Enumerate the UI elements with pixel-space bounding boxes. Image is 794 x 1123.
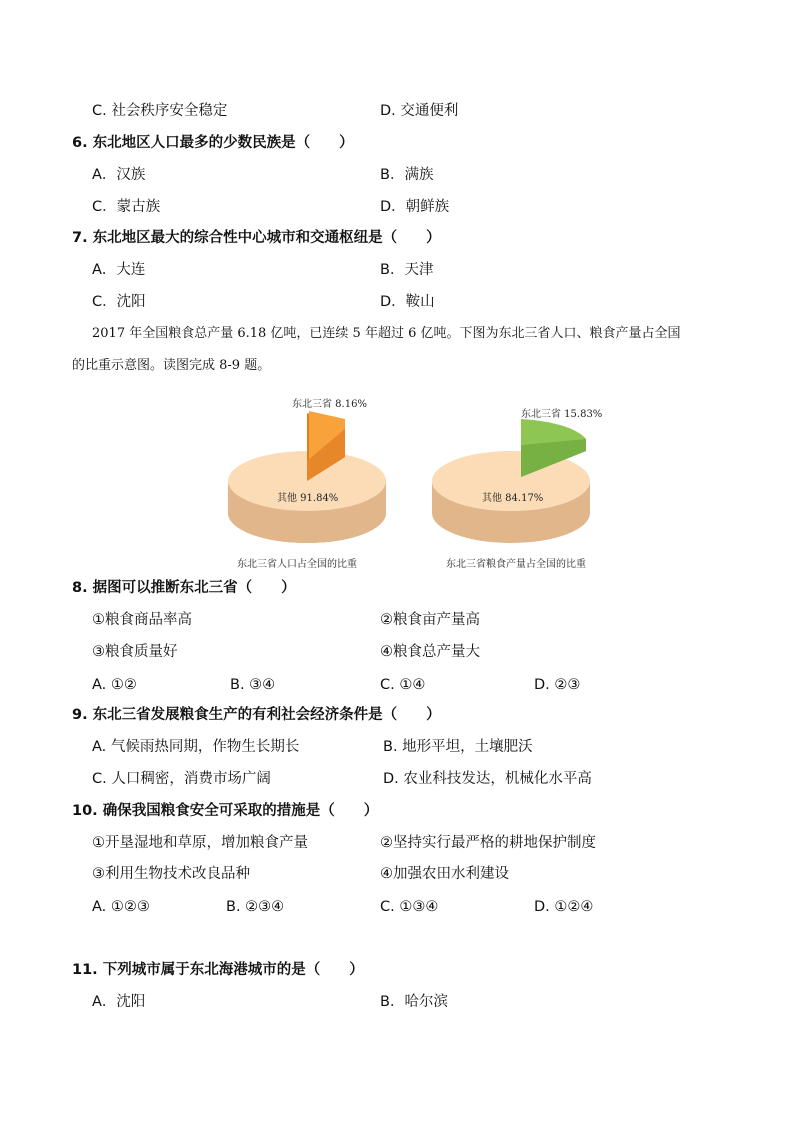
q8-item-3: ③粮食质量好: [92, 644, 178, 660]
q8-option-d: D. ②③: [534, 677, 581, 693]
pie-charts: [0, 385, 794, 585]
q10-item-2: ②坚持实行最严格的耕地保护制度: [380, 835, 596, 851]
q6-option-d: D．朝鲜族: [380, 199, 450, 215]
chart-grain: [432, 407, 602, 570]
q10-item-3: ③利用生物技术改良品种: [92, 866, 250, 882]
intro-line-1: 2017 年全国粮食总产量 6.18 亿吨，已连续 5 年超过 6 亿吨。下图为东北三省人口、粮食产量占全国: [92, 326, 681, 341]
chart-population: [228, 397, 386, 570]
question-11-stem: 11. 下列城市属于东北海港城市的是（ ）: [72, 962, 364, 978]
q8-item-4: ④粮食总产量大: [380, 644, 480, 660]
option-d: D. 交通便利: [380, 103, 459, 119]
q7-option-b: B．天津: [380, 262, 434, 278]
q11-option-b: B．哈尔滨: [380, 994, 448, 1010]
q11-option-a: A．沈阳: [92, 994, 146, 1010]
question-9-stem: 9. 东北三省发展粮食生产的有利社会经济条件是（ ）: [72, 707, 441, 723]
q9-option-d: D. 农业科技发达，机械化水平高: [383, 771, 592, 787]
question-7-stem: 7. 东北地区最大的综合性中心城市和交通枢纽是（ ）: [72, 230, 441, 246]
q10-option-d: D. ①②④: [534, 899, 594, 915]
pie2-other-label: 其他 84.17%: [482, 493, 544, 504]
q8-option-a: A. ①②: [92, 677, 137, 693]
q8-item-1: ①粮食商品率高: [92, 612, 192, 628]
q8-option-c: C. ①④: [380, 677, 426, 693]
pie2-slice-label: 东北三省 15.83%: [521, 409, 603, 420]
pie1-slice-label: 东北三省 8.16%: [292, 399, 367, 410]
q10-option-c: C. ①③④: [380, 899, 439, 915]
q6-option-a: A．汉族: [92, 167, 146, 183]
q10-option-b: B. ②③④: [226, 899, 285, 915]
q10-option-a: A. ①②③: [92, 899, 150, 915]
question-8-stem: 8. 据图可以推断东北三省（ ）: [72, 580, 296, 596]
q7-option-c: C．沈阳: [92, 294, 146, 310]
q7-option-a: A．大连: [92, 262, 146, 278]
q8-item-2: ②粮食亩产量高: [380, 612, 480, 628]
intro-line-2: 的比重示意图。读图完成 8-9 题。: [72, 358, 271, 373]
q6-option-b: B．满族: [380, 167, 434, 183]
q6-option-c: C．蒙古族: [92, 199, 161, 215]
q9-option-b: B. 地形平坦，土壤肥沃: [383, 739, 533, 755]
question-10-stem: 10. 确保我国粮食安全可采取的措施是（ ）: [72, 803, 379, 819]
pie2-title: 东北三省粮食产量占全国的比重: [446, 559, 586, 570]
q10-item-1: ①开垦湿地和草原，增加粮食产量: [92, 835, 308, 851]
q10-item-4: ④加强农田水利建设: [380, 866, 509, 882]
q9-option-c: C. 人口稠密，消费市场广阔: [92, 771, 271, 787]
pie1-other-label: 其他 91.84%: [277, 493, 339, 504]
option-c: C. 社会秩序安全稳定: [92, 103, 228, 119]
pie1-title: 东北三省人口占全国的比重: [237, 559, 357, 570]
q8-option-b: B. ③④: [230, 677, 276, 693]
q9-option-a: A. 气候雨热同期，作物生长期长: [92, 739, 300, 755]
question-6-stem: 6. 东北地区人口最多的少数民族是（ ）: [72, 135, 354, 151]
q7-option-d: D．鞍山: [380, 294, 435, 310]
